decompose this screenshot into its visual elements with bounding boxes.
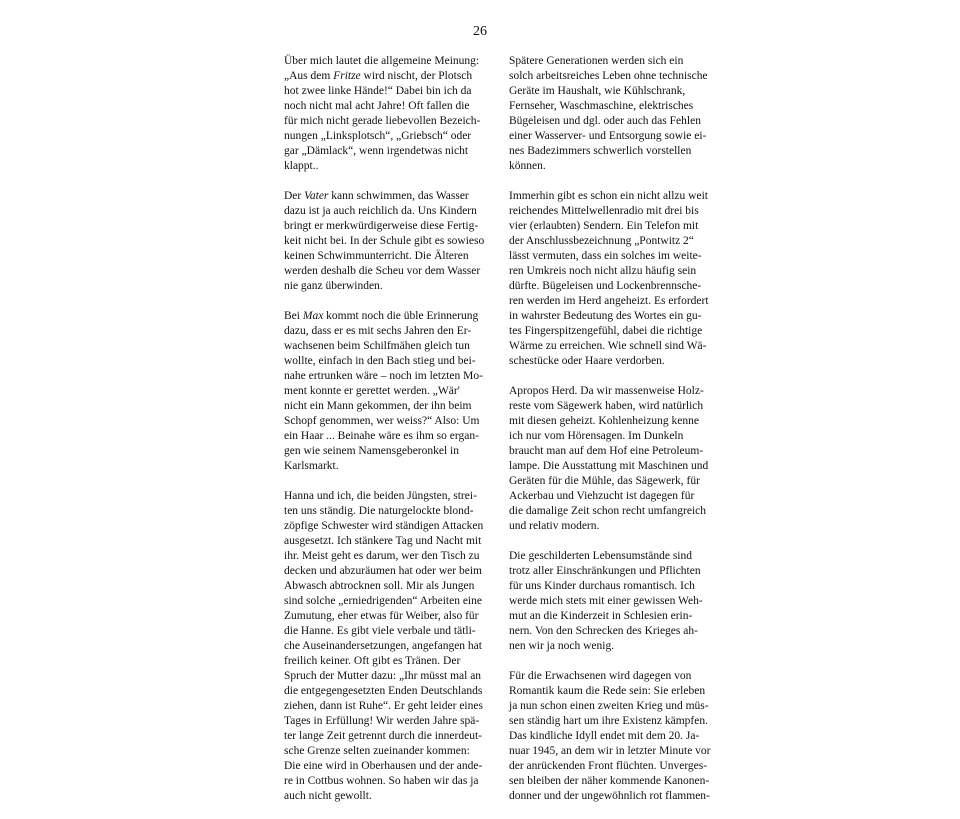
text-line: Romantik kaum die Rede sein: Sie erleben <box>509 685 706 697</box>
text-line: braucht man auf dem Hof eine Petroleum- <box>509 445 704 457</box>
text-line: solch arbeitsreiches Leben ohne technische <box>509 70 708 82</box>
text-line: wachsenen beim Schilfmähen gleich tun <box>284 340 470 352</box>
text-line: freilich keiner. Oft gibt es Tränen. Der <box>284 655 461 667</box>
text-line: Geräten für die Mühle, das Sägewerk, für <box>509 475 700 487</box>
text-line: sen ständig hart um ihre Existenz kämpfen. <box>509 715 708 727</box>
text-line: Apropos Herd. Da wir massenweise Holz- <box>509 385 704 397</box>
paragraph <box>284 309 489 474</box>
text-line: Spätere Generationen werden sich ein <box>509 55 684 67</box>
paragraph <box>284 54 489 174</box>
text-line: nes Badezimmers schwerlich vorstellen <box>509 145 692 157</box>
text-line: Tages in Erfüllung! Wir werden Jahre spä- <box>284 715 480 727</box>
text-line: ter lange Zeit getrennt durch die innerdeut- <box>284 730 482 742</box>
text-line: bringt er merkwürdigerweise diese Fertig- <box>284 220 479 232</box>
text-line: Bei Max kommt noch die üble Erinnerung <box>284 310 479 322</box>
text-line: hot zwee linke Hände!“ Dabei bin ich da <box>284 85 472 97</box>
text-line: ren werden im Herd angeheizt. Es erfordert <box>509 295 709 307</box>
text-line: Immerhin gibt es schon ein nicht allzu weit <box>509 190 708 202</box>
text-line: einer Wasserver- und Entsorgung sowie ei- <box>509 130 707 142</box>
text-line: Schopf genommen, wer weiss?“ Also: Um <box>284 415 480 427</box>
text-line: sen bleiben der näher kommende Kanonen- <box>509 775 710 787</box>
text-line: lässt vermuten, dass ein solches im weite- <box>509 250 702 262</box>
text-line: dürfte. Bügeleisen und Lockenbrennsche- <box>509 280 702 292</box>
right-column <box>509 54 714 819</box>
text-line: lampe. Die Ausstattung mit Maschinen und <box>509 460 709 472</box>
text-line: Ackerbau und Viehzucht ist dagegen für <box>509 490 695 502</box>
text-line: ment konnte er gerettet werden. „Wär' <box>284 385 460 397</box>
text-line: Bügeleisen und dgl. oder auch das Fehlen <box>509 115 701 127</box>
text-line: ausgesetzt. Ich stänkere Tag und Nacht mit <box>284 535 482 547</box>
text-line: Abwasch abtrocknen soll. Mir als Jungen <box>284 580 475 592</box>
text-line: Spruch der Mutter dazu: „Ihr müsst mal an <box>284 670 482 682</box>
text-line: der Anschlussbezeichnung „Pontwitz 2“ <box>509 235 694 247</box>
text-line: Geräte im Haushalt, wie Kühlschrank, <box>509 85 686 97</box>
text-line: ten uns ständig. Die naturgelockte blond- <box>284 505 474 517</box>
text-line: und relativ modern. <box>509 520 600 532</box>
text-line: Die eine wird in Oberhausen und der ande- <box>284 760 483 772</box>
text-line: Für die Erwachsenen wird dagegen von <box>509 670 692 682</box>
paragraph <box>509 384 714 534</box>
text-line: che Auseinandersetzungen, angefangen hat <box>284 640 482 652</box>
paragraph <box>509 549 714 654</box>
text-line: werde mich stets mit einer gewissen Weh- <box>509 595 703 607</box>
text-line: nie ganz überwinden. <box>284 280 383 292</box>
text-line: donner und der ungewöhnlich rot flammen- <box>509 790 710 802</box>
text-line: nahe ertrunken wäre – noch im letzten Mo- <box>284 370 483 382</box>
text-line: re in Cottbus wohnen. So haben wir das ja <box>284 775 479 787</box>
text-line: Über mich lautet die allgemeine Meinung: <box>284 55 480 67</box>
text-line: der anrückenden Front flüchten. Unverges- <box>509 760 708 772</box>
text-line: trotz aller Einschränkungen und Pflichten <box>509 565 701 577</box>
paragraph <box>284 189 489 294</box>
text-line: gar „Dämlack“, wenn irgendetwas nicht <box>284 145 469 157</box>
text-line: decken und abzuräumen hat oder wer beim <box>284 565 482 577</box>
text-line: ein Haar ... Beinahe wäre es ihm so ergan- <box>284 430 479 442</box>
text-line: Fernseher, Waschmaschine, elektrisches <box>509 100 694 112</box>
paragraph <box>284 489 489 804</box>
text-line: nungen „Linksplotsch“, „Griebsch“ oder <box>284 130 472 142</box>
paragraph <box>509 189 714 369</box>
text-line: tes Fingerspitzengefühl, dabei die richtige <box>509 325 703 337</box>
text-line: schestücke oder Haare verdorben. <box>509 355 665 367</box>
text-line: Karlsmarkt. <box>284 460 339 472</box>
text-line: nicht ein Mann gekommen, der ihn beim <box>284 400 472 412</box>
text-line: für mich nicht gerade liebevollen Bezeich- <box>284 115 481 127</box>
text-line: werden deshalb die Scheu vor dem Wasser <box>284 265 481 277</box>
text-line: klappt.. <box>284 160 319 172</box>
text-line: ziehen, dann ist Ruhe“. Er geht leider eines <box>284 700 483 712</box>
text-line: keinen Schwimmunterricht. Die Älteren <box>284 250 469 262</box>
text-line: in wahrster Bedeutung des Wortes ein gu- <box>509 310 702 322</box>
paragraph <box>509 54 714 174</box>
text-line: ren Umkreis noch nicht allzu häufig sein <box>509 265 697 277</box>
text-line: reichendes Mittelwellenradio mit drei bis <box>509 205 699 217</box>
text-line: sche Grenze selten zueinander kommen: <box>284 745 470 757</box>
text-line: noch nicht mal acht Jahre! Oft fallen die <box>284 100 470 112</box>
text-line: können. <box>509 160 546 172</box>
text-line: nuar 1945, an dem wir in letzter Minute vor <box>509 745 711 757</box>
text-line: mut an die Kinderzeit in Schlesien erin- <box>509 610 693 622</box>
text-line: zöpfige Schwester wird ständigen Attacken <box>284 520 484 532</box>
text-line: reste vom Sägewerk haben, wird natürlich <box>509 400 704 412</box>
text-line: ja nun schon einen zweiten Krieg und müs- <box>509 700 709 712</box>
text-line: Der Vater kann schwimmen, das Wasser <box>284 190 469 202</box>
text-line: für uns Kinder durchaus romantisch. Ich <box>509 580 695 592</box>
text-line: wollte, einfach in den Bach stieg und bei- <box>284 355 476 367</box>
text-line: ich nur vom Hörensagen. Im Dunkeln <box>509 430 684 442</box>
text-line: vier (erlaubten) Sendern. Ein Telefon mit <box>509 220 699 232</box>
text-line: „Aus dem Fritze wird nischt, der Plotsch <box>284 70 473 82</box>
text-line: Hanna und ich, die beiden Jüngsten, strei- <box>284 490 477 502</box>
text-line: nern. Von den Schrecken des Krieges ah- <box>509 625 698 637</box>
text-line: keit nicht bei. In der Schule gibt es sowieso <box>284 235 485 247</box>
paragraph <box>509 669 714 804</box>
text-line: Das kindliche Idyll endet mit dem 20. Ja- <box>509 730 700 742</box>
text-line: Zumutung, eher etwas für Weiber, also für <box>284 610 479 622</box>
text-line: sind solche „erniedrigenden“ Arbeiten eine <box>284 595 482 607</box>
page-number: 26 <box>473 24 487 39</box>
text-line: Wärme zu erreichen. Wie schnell sind Wä- <box>509 340 707 352</box>
text-line: auch nicht gewollt. <box>284 790 372 802</box>
text-line: gen wie seinem Namensgeberonkel in <box>284 445 459 457</box>
text-line: ihr. Meist geht es darum, wer den Tisch zu <box>284 550 480 562</box>
text-line: dazu, dass er es mit sechs Jahren den Er- <box>284 325 472 337</box>
text-line: die entgegengesetzten Enden Deutschlands <box>284 685 483 697</box>
text-line: mit diesen geheizt. Kohlenheizung kenne <box>509 415 700 427</box>
text-line: nen wir ja noch wenig. <box>509 640 615 652</box>
text-line: die damalige Zeit schon recht umfangreich <box>509 505 707 517</box>
text-line: Die geschilderten Lebensumstände sind <box>509 550 692 562</box>
text-line: dazu ist ja auch reichlich da. Uns Kindern <box>284 205 477 217</box>
text-line: die Hanne. Es gibt viele verbale und tätli- <box>284 625 476 637</box>
left-column <box>284 54 489 819</box>
